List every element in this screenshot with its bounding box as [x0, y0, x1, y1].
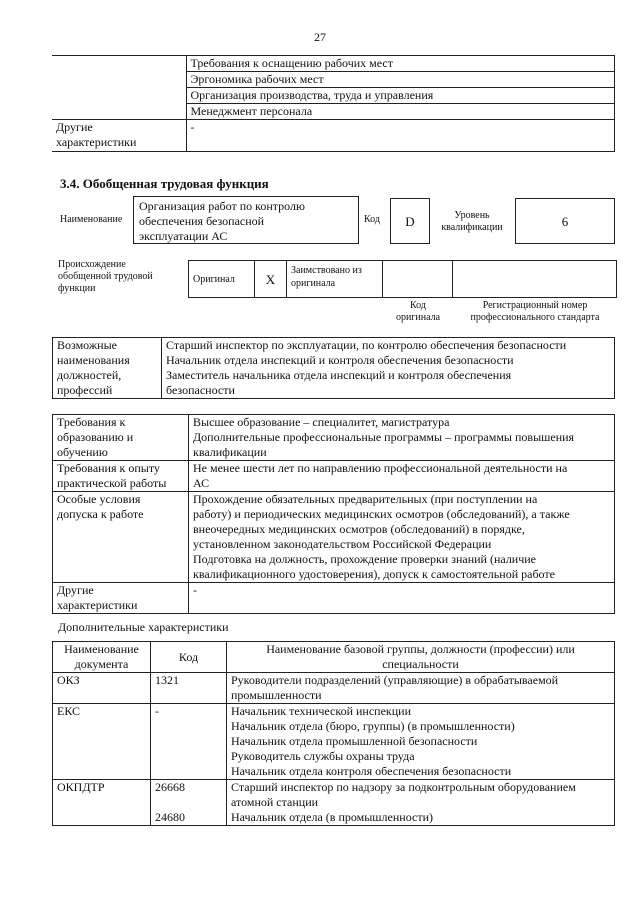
table-row [53, 338, 615, 399]
experience-label: Требования к опыту практической работы [53, 461, 189, 492]
registration-number-cell [453, 261, 617, 298]
table-row [189, 261, 617, 298]
names-eks: Начальник технической инспекции Начальник отдела (бюро, группы) (в промышленности) Начальник отдела промышленной безопасности Руководитель службы охраны труда Начальник отдела контроля обеспечения безопасности [227, 704, 615, 780]
code-caption: Код оригинала [395, 300, 441, 323]
top-table [52, 55, 615, 152]
name-label: Наименование [60, 214, 123, 225]
names-okpdtr: Старший инспектор по надзору за подконтрольным оборудованием атомной станции Начальник отдела (в промышленности) [227, 780, 615, 826]
header-doc: Наименование документа [53, 642, 151, 673]
top-other-value: - [186, 120, 614, 152]
origin-label: Происхождение обобщенной трудовой функции [58, 259, 153, 294]
table-row [53, 415, 615, 461]
header-code: Код [151, 642, 227, 673]
table-row [53, 673, 615, 704]
doc-okpdtr: ОКПДТР [53, 780, 151, 826]
table-row [53, 642, 615, 673]
top-row-1: Требования к оснащению рабочих мест [186, 56, 614, 72]
page-number: 27 [314, 30, 326, 44]
table-row [53, 461, 615, 492]
original-label: Оригинал [189, 261, 255, 298]
reg-caption: Регистрационный номер профессионального стандарта [470, 300, 600, 323]
education-value: Высшее образование – специалитет, магистратура Дополнительные профессиональные программы – программы повышения квалификации [189, 415, 615, 461]
table-row [52, 56, 614, 72]
section-title: 3.4. Обобщенная трудовая функция [60, 176, 269, 191]
function-name-box: Организация работ по контролю обеспечения безопасной эксплуатации АС [133, 196, 359, 244]
borrowed-label: Заимствовано из оригинала [287, 261, 383, 298]
additional-table [52, 641, 615, 826]
table-row [52, 120, 614, 152]
conditions-label: Особые условия допуска к работе [53, 492, 189, 583]
blank-cell [52, 56, 186, 120]
req-other-label: Другие характеристики [53, 583, 189, 614]
requirements-table [52, 414, 615, 614]
origin-table [188, 260, 617, 298]
experience-value: Не менее шести лет по направлению профессиональной деятельности на АС [189, 461, 615, 492]
table-row [53, 704, 615, 780]
doc-eks: ЕКС [53, 704, 151, 780]
original-code-cell [383, 261, 453, 298]
table-row [53, 492, 615, 583]
level-label: Уровень квалификации [441, 210, 503, 233]
additional-title: Дополнительные характеристики [58, 620, 229, 634]
top-other-label: Другие характеристики [52, 120, 186, 152]
original-mark: X [255, 261, 287, 298]
table-row [53, 583, 615, 614]
top-row-2: Эргономика рабочих мест [186, 72, 614, 88]
positions-values: Старший инспектор по эксплуатации, по контролю обеспечения безопасности Начальник отдела инспекций и контроля обеспечения безопасности Заместитель начальника отдела инспекций и контроля обеспечения безопасности [162, 338, 615, 399]
positions-label: Возможные наименования должностей, профессий [53, 338, 162, 399]
conditions-value: Прохождение обязательных предварительных (при поступлении на работу) и периодических медицинских осмотров (обследований), а также внеочередных медицинских осмотров (обследований) в порядке, установленном законодательством Российской Федерации Подготовка на должность, прохождение проверки знаний (наличие квалификационного удостоверения), допуск к самостоятельной работе [189, 492, 615, 583]
code-value-box: D [390, 198, 430, 244]
education-label: Требования к образованию и обучению [53, 415, 189, 461]
codes-okpdtr: 26668 24680 [151, 780, 227, 826]
code-label: Код [364, 214, 380, 225]
code-okz: 1321 [151, 673, 227, 704]
top-row-3: Организация производства, труда и управления [186, 88, 614, 104]
req-other-value: - [189, 583, 615, 614]
top-row-4: Менеджмент персонала [186, 104, 614, 120]
doc-okz: ОКЗ [53, 673, 151, 704]
code-eks: - [151, 704, 227, 780]
table-row [53, 780, 615, 826]
header-name: Наименование базовой группы, должности (профессии) или специальности [227, 642, 615, 673]
names-okz: Руководители подразделений (управляющие) в обрабатываемой промышленности [227, 673, 615, 704]
level-value-box: 6 [515, 198, 615, 244]
positions-table [52, 337, 615, 399]
